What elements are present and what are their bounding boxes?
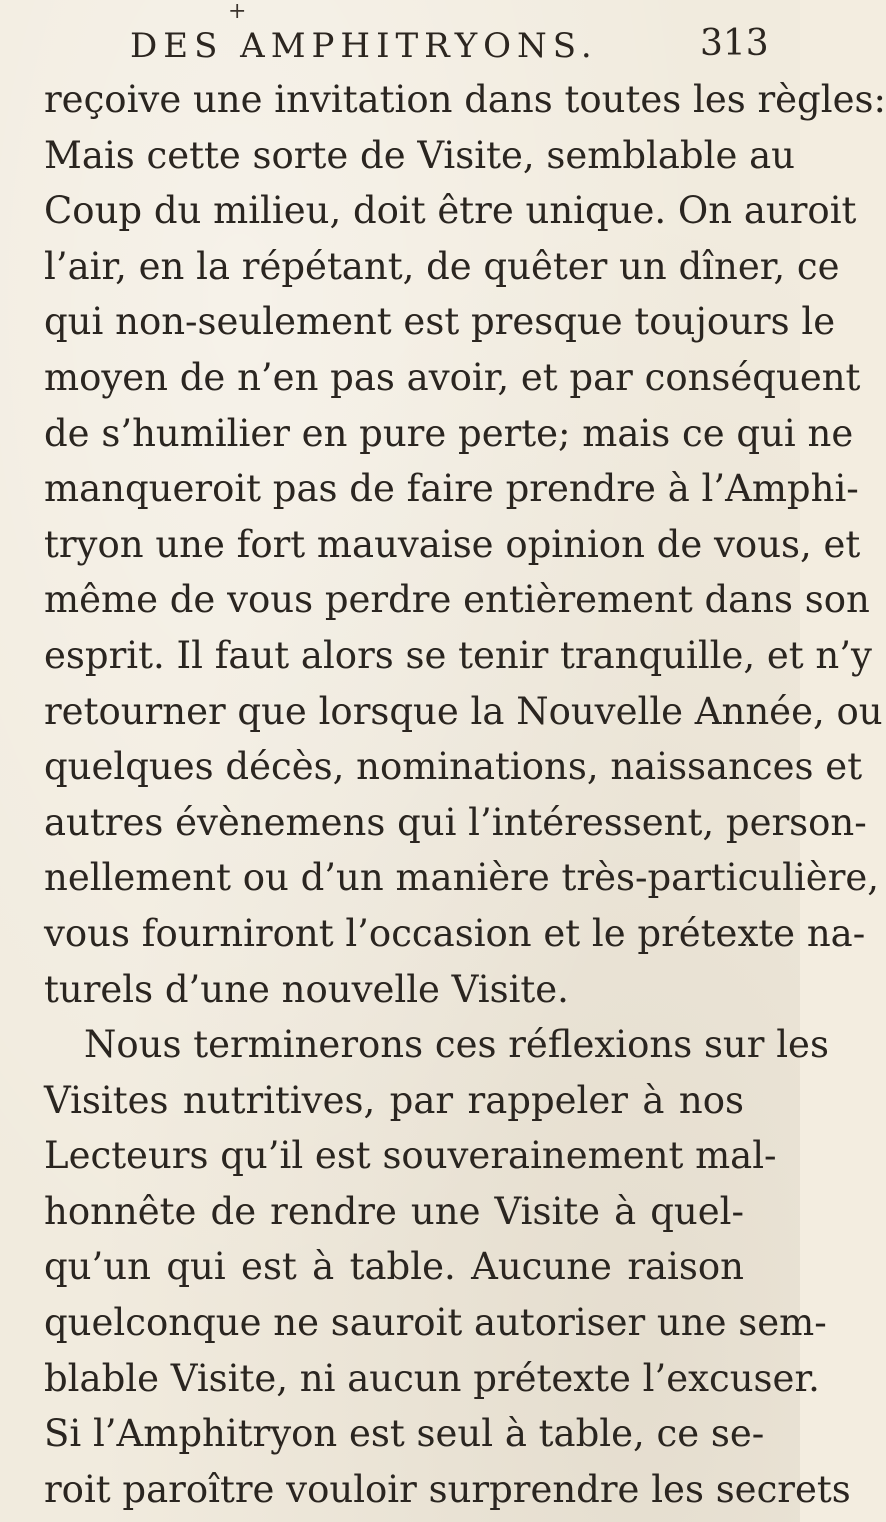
text-line: manqueroit pas de faire prendre à l’Amphi- xyxy=(44,467,859,511)
text-line: esprit. Il faut alors se tenir tranquille, et n’y xyxy=(44,633,872,677)
running-head: DES AMPHITRYONS. xyxy=(130,26,598,66)
text-line: de s’humilier en pure perte; mais ce qui ne xyxy=(44,411,854,455)
text-line: vous fourniront l’occasion et le prétexte na- xyxy=(44,911,866,955)
text-line: moyen de n’en pas avoir, et par conséquent xyxy=(44,355,861,399)
text-line: autres évènemens qui l’intéressent, person- xyxy=(44,800,867,844)
text-line: turels d’une nouvelle Visite. xyxy=(44,967,569,1011)
body-text xyxy=(44,72,886,1517)
text-line: retourner que lorsque la Nouvelle Année, ou xyxy=(44,689,883,733)
text-line: Si l’Amphitryon est seul à table, ce se- xyxy=(44,1412,765,1456)
text-line: blable Visite, ni aucun prétexte l’excuser. xyxy=(44,1356,820,1400)
text-line: tryon une fort mauvaise opinion de vous, et xyxy=(44,522,861,566)
text-line: Mais cette sorte de Visite, semblable au xyxy=(44,133,795,177)
text-line: honnête de rendre une Visite à quel- xyxy=(44,1189,744,1233)
text-line: qu’un qui est à table. Aucune raison xyxy=(44,1245,744,1289)
text-line: Nous terminerons ces réflexions sur les xyxy=(84,1023,829,1067)
text-line: quelconque ne sauroit autoriser une sem- xyxy=(44,1301,827,1345)
text-line: l’air, en la répétant, de quêter un dîner, ce xyxy=(44,244,840,288)
text-line: même de vous perdre entièrement dans son xyxy=(44,578,870,622)
text-line: qui non-seulement est presque toujours le xyxy=(44,300,836,344)
text-line: roit paroître vouloir surprendre les secrets xyxy=(44,1467,851,1511)
ornament-mark: + xyxy=(228,0,247,24)
text-line: Visites nutritives, par rappeler à nos xyxy=(44,1078,744,1122)
text-line: Coup du milieu, doit être unique. On auroit xyxy=(44,189,857,233)
text-line: nellement ou d’un manière très-particulière, xyxy=(44,856,880,900)
page-number: 313 xyxy=(700,23,769,64)
text-line: reçoive une invitation dans toutes les règles: xyxy=(44,78,886,121)
text-line: quelques décès, nominations, naissances et xyxy=(44,745,863,789)
text-line: Lecteurs qu’il est souverainement mal- xyxy=(44,1134,777,1178)
